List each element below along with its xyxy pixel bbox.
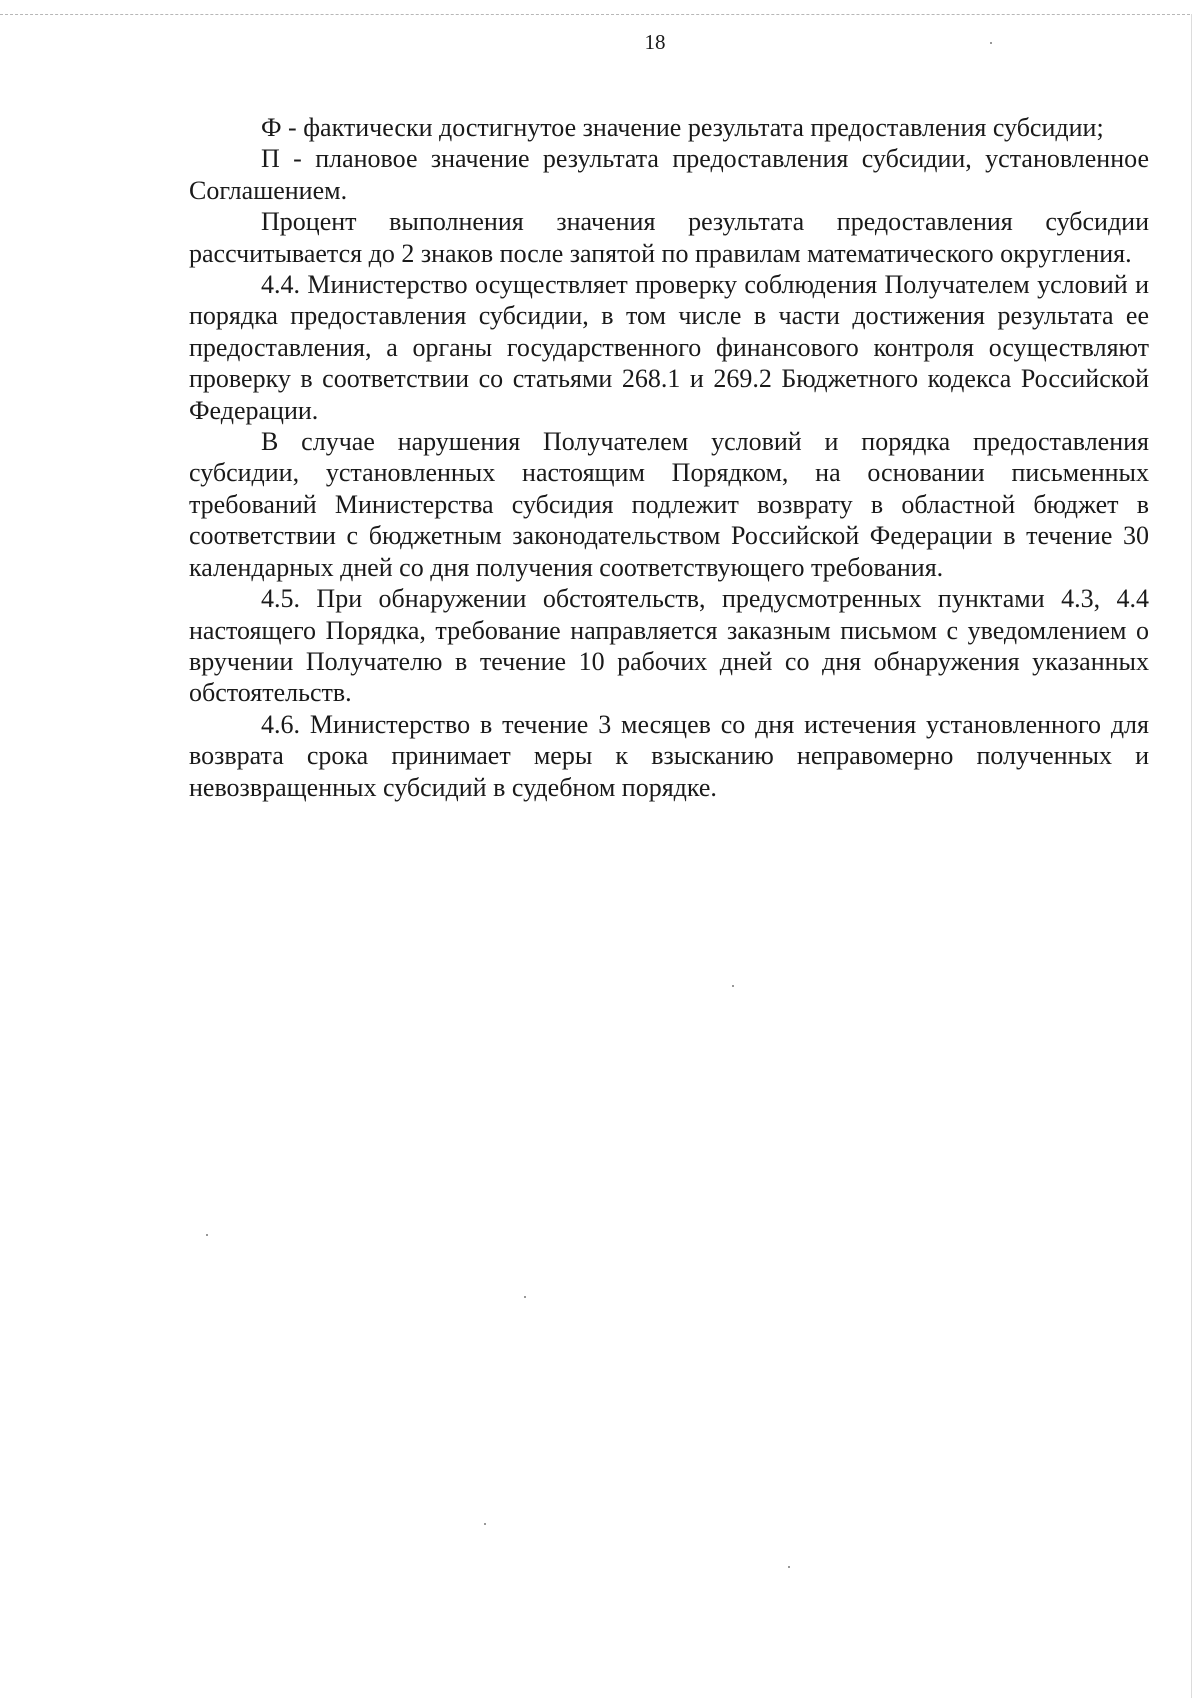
scan-speck <box>732 985 734 987</box>
scan-right-edge <box>1191 14 1192 1698</box>
paragraph-violation-return: В случае нарушения Получателем условий и порядка предоставления субсидии, установленных настоящим Порядком, на основании письменных требований Министерства субсидия подлежит возврату в областной бюджет в соответствии с бюджетным законодательством Российской Федерации в течение 30 календарных дней со дня получения соответствующего требования. <box>189 427 1149 582</box>
page-number: 18 <box>644 30 666 54</box>
paragraph-f-definition: Ф - фактически достигнутое значение результата предоставления субсидии; <box>261 113 1104 142</box>
scan-top-edge <box>0 14 1190 15</box>
scan-speck <box>524 1296 526 1298</box>
paragraph-clause-4-5: 4.5. При обнаружении обстоятельств, предусмотренных пунктами 4.3, 4.4 настоящего Порядка, требование направляется заказным письмом с уведомлением о вручении Получателю в течение 10 рабочих дней со дня обнаружения указанных обстоятельств. <box>189 584 1149 708</box>
paragraph-p-definition: П - плановое значение результата предоставления субсидии, установленное Соглашением. <box>189 144 1149 205</box>
document-body <box>189 112 1149 803</box>
paragraph-clause-4-4: 4.4. Министерство осуществляет проверку соблюдения Получателем условий и порядка предоставления субсидии, в том числе в части достижения результата ее предоставления, а органы государственного финансового контроля осуществляют проверку в соответствии со статьями 268.1 и 269.2 Бюджетного кодекса Российской Федерации. <box>189 270 1149 425</box>
scan-speck <box>788 1566 790 1568</box>
scan-speck <box>484 1523 486 1525</box>
scan-speck <box>206 1234 208 1236</box>
paragraph-percent-rounding: Процент выполнения значения результата предоставления субсидии рассчитывается до 2 знаков после запятой по правилам математического округления. <box>189 207 1149 268</box>
scan-speck <box>990 42 992 44</box>
paragraph-clause-4-6: 4.6. Министерство в течение 3 месяцев со дня истечения установленного для возврата срока принимает меры к взысканию неправомерно полученных и невозвращенных субсидий в судебном порядке. <box>189 709 1149 802</box>
